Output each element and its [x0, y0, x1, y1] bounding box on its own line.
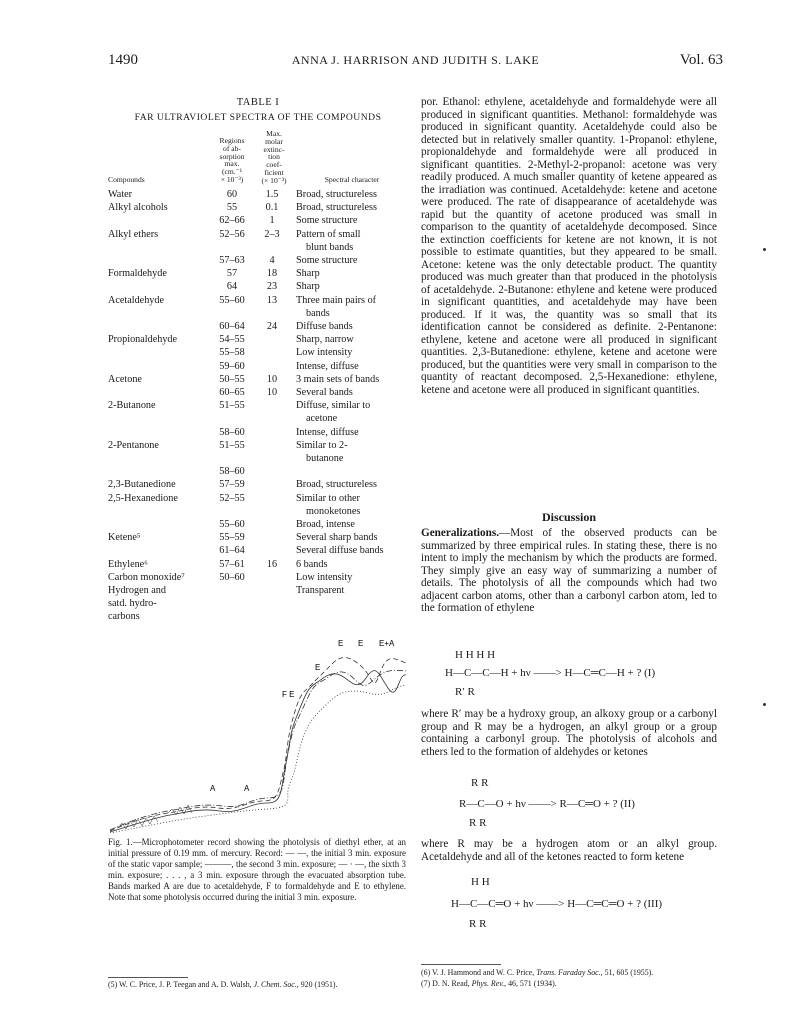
page-header	[108, 52, 723, 72]
cell-compound: 2,5-Hexanedione	[108, 492, 178, 504]
cell-spectral: Low intensity	[296, 347, 353, 359]
cell-region: 57	[226, 268, 238, 280]
table-row	[108, 426, 408, 439]
table-row	[108, 360, 408, 373]
cell-region: 52–56	[219, 228, 245, 240]
cell-spectral: Similar to other	[296, 492, 360, 504]
footnote-6-authors: (6) V. J. Hammond and W. C. Price,	[421, 968, 537, 977]
footnote-6-ref: , 51, 605 (1955).	[600, 968, 654, 977]
table-row	[108, 544, 408, 557]
table-title: FAR ULTRAVIOLET SPECTRA OF THE COMPOUNDS	[134, 112, 382, 123]
cell-spectral: Sharp	[296, 268, 320, 280]
footnote-7-ref: , 46, 571 (1934).	[504, 978, 557, 988]
cell-spectral: Sharp	[296, 281, 320, 293]
table-row	[108, 280, 408, 293]
eq1-bottom: R′ R	[455, 686, 475, 698]
table-row	[108, 478, 408, 491]
footnote-7-journal: Phys. Rev.	[471, 978, 505, 988]
cell-spectral: bands	[306, 307, 330, 319]
cell-extinction: 23	[266, 281, 278, 293]
table-row	[108, 386, 408, 399]
cell-extinction: 0.1	[265, 202, 279, 214]
cell-spectral: Similar to 2-	[296, 439, 348, 451]
cell-compound: carbons	[108, 611, 140, 623]
cell-spectral: Intense, diffuse	[296, 426, 359, 438]
fig-label-e2: E	[358, 639, 364, 648]
cell-compound: Acetone	[108, 373, 142, 385]
cell-compound: Carbon monoxide⁷	[108, 571, 185, 583]
eq1-top: H H H H	[455, 649, 496, 661]
table-row	[108, 333, 408, 346]
cell-region: 52–55	[219, 492, 245, 504]
paragraph-rule1: where R′ may be a hydroxy group, an alkoxy group or a carbonyl group and R may be a hydrogen, an alkyl group or a group containing a carbonyl group. The photolysis of alcohols and ethers led to the formation of aldehydes or ketones	[421, 708, 717, 758]
volume-number: Vol. 63	[679, 52, 723, 68]
cell-region: 62–66	[219, 215, 245, 227]
fig-label-ea: E+A	[379, 639, 395, 648]
table-row	[108, 452, 408, 465]
cell-region: 61–64	[219, 545, 245, 557]
cell-spectral: Sharp, narrow	[296, 334, 354, 346]
cell-region: 60–65	[219, 387, 245, 398]
col-header-compounds: Compounds	[108, 175, 145, 184]
cell-compound: Propionaldehyde	[108, 334, 178, 346]
footnote-5-ref: , 920 (1951).	[296, 980, 338, 989]
cell-spectral: 3 main sets of bands	[296, 373, 380, 385]
margin-mark	[763, 703, 766, 706]
table-row	[108, 558, 408, 571]
footnote-5-authors: (5) W. C. Price, J. P. Teegan and A. D. Walsh,	[108, 980, 254, 989]
eq1-main: H—C—C—H + hν ——> H—C═C—H + ? (I)	[445, 667, 656, 679]
trace-noise	[118, 805, 192, 829]
eq3-bottom: R R	[469, 918, 487, 930]
cell-compound: Water	[108, 189, 133, 200]
table-row	[108, 320, 408, 333]
cell-spectral: Broad, structureless	[296, 189, 377, 200]
cell-spectral: monoketones	[306, 505, 361, 517]
table-row	[108, 228, 408, 241]
trace-sixth	[110, 670, 406, 830]
cell-compound: satd. hydro-	[108, 598, 157, 610]
cell-region: 51–55	[219, 400, 245, 412]
table-row	[108, 465, 408, 478]
cell-region: 55–60	[219, 519, 245, 530]
cell-region: 51–55	[219, 439, 245, 451]
cell-compound: Ethylene⁶	[108, 558, 148, 570]
cell-extinction: 13	[266, 294, 278, 306]
figure-caption: Fig. 1.—Microphotometer record showing the photolysis of diethyl ether, at an initial pressure of 0.19 mm. of mercury. Record: — —, the initial 3 min. exposure of the static vapor sample; ———, the second 3 min. exposure; — · —, the sixth 3 min. exposure; . . . , a 3 min. exposure through the evacuated absorption tube. Bands marked A are due to acetaldehyde, F to formaldehyde and E to ethylene. Note that some photolysis occurred during the initial 3 min. exposure.	[108, 837, 406, 902]
footnote-7	[421, 979, 717, 990]
table-row	[108, 597, 408, 610]
fig-label-a2: A	[244, 784, 250, 793]
trace-evacuated	[110, 685, 406, 833]
cell-extinction: 4	[269, 255, 275, 266]
footnote-rule-right	[421, 964, 501, 965]
col-header-extinction: Max. molar extinc- tion coef- ficient (× 10⁻³)	[261, 129, 287, 185]
trace-initial	[110, 658, 406, 831]
cell-spectral: Broad, structureless	[296, 202, 377, 214]
cell-compound: 2,3-Butanedione	[108, 479, 176, 491]
trace-second	[110, 671, 406, 832]
table-row	[108, 531, 408, 544]
footnote-5	[108, 980, 406, 991]
eq2-top: R R	[471, 777, 489, 789]
eq3-main: H—C—C═O + hν ——> H—C═C═O + ? (III)	[451, 898, 663, 910]
cell-spectral: Several diffuse bands	[296, 545, 384, 557]
fig-label-a1: A	[210, 784, 216, 793]
equation-2	[421, 777, 717, 827]
table-row	[108, 307, 408, 320]
section-heading-discussion: Discussion	[541, 510, 597, 524]
cell-spectral: Intense, diffuse	[296, 360, 359, 372]
cell-spectral: Broad, structureless	[296, 479, 377, 491]
table-row	[108, 505, 408, 518]
cell-extinction: 24	[266, 321, 278, 332]
cell-spectral: Diffuse, similar to	[296, 400, 371, 412]
table-row	[108, 254, 408, 267]
cell-compound: Ketene⁵	[108, 532, 141, 544]
cell-extinction: 10	[266, 387, 278, 398]
table-row	[108, 399, 408, 412]
col-header-regions: Regions of ab- sorption max. (cm.⁻¹ × 10⁻³)	[219, 136, 245, 184]
cell-region: 64	[226, 281, 238, 293]
margin-mark	[763, 248, 766, 251]
table-row	[108, 492, 408, 505]
cell-region: 55	[226, 202, 238, 214]
cell-compound: Hydrogen and	[108, 585, 166, 596]
cell-region: 57–61	[219, 558, 245, 570]
cell-region: 59–60	[219, 360, 245, 372]
table-row	[108, 584, 408, 597]
page-number: 1490	[108, 52, 138, 68]
table-row	[108, 188, 408, 201]
footnotes-right	[421, 968, 717, 989]
cell-region: 50–55	[219, 373, 245, 385]
cell-region: 54–55	[219, 334, 245, 346]
table-label: TABLE I	[236, 97, 280, 108]
equation-1	[421, 649, 717, 699]
table-row	[108, 241, 408, 254]
footnote-rule-left	[108, 977, 188, 978]
table-row	[108, 214, 408, 227]
table-row	[108, 346, 408, 359]
footnote-6	[421, 968, 717, 979]
cell-extinction: 16	[266, 558, 278, 570]
cell-region: 58–60	[219, 426, 245, 438]
cell-compound: 2-Pentanone	[108, 439, 159, 451]
cell-extinction: 1	[269, 215, 275, 227]
eq2-main: R—C—O + hν ——> R—C═O + ? (II)	[459, 798, 635, 810]
cell-spectral: Several sharp bands	[296, 532, 378, 544]
cell-spectral: 6 bands	[296, 558, 328, 570]
cell-compound: Acetaldehyde	[108, 294, 165, 306]
cell-region: 55–60	[219, 294, 245, 306]
cell-extinction: 1.5	[265, 189, 279, 200]
cell-spectral: blunt bands	[306, 241, 354, 253]
eq2-bottom: R R	[469, 817, 487, 829]
fig-label-e1: E	[338, 639, 344, 648]
fig-label-e-left: E	[315, 663, 321, 672]
table-row	[108, 439, 408, 452]
cell-extinction: 10	[266, 373, 278, 385]
cell-spectral: Three main pairs of	[296, 294, 377, 306]
cell-region: 55–59	[219, 532, 245, 544]
cell-spectral: Broad, intense	[296, 519, 355, 530]
cell-region: 58–60	[219, 466, 245, 478]
cell-spectral: Transparent	[296, 585, 345, 596]
generalizations-body: —Most of the observed products can be summarized by three empirical rules. In stating these, there is no intent to imply the mechanism by which the products are formed. They simply give an easy way of summarizing a number of details. The photolysis of all the compounds which had two adjacent carbon atoms, other than a carbonyl carbon atom, led to the formation of ethylene	[421, 527, 717, 614]
cell-compound: Alkyl alcohols	[108, 202, 168, 214]
table-row	[108, 267, 408, 280]
table-row	[108, 610, 408, 623]
spectral-traces	[110, 658, 406, 833]
cell-region: 57–59	[219, 479, 245, 491]
cell-spectral: Some structure	[296, 215, 358, 227]
cell-region: 57–63	[219, 255, 245, 266]
running-head-authors: ANNA J. HARRISON AND JUDITH S. LAKE	[291, 53, 540, 67]
cell-spectral: butanone	[306, 453, 344, 464]
footnote-6-journal: Trans. Faraday Soc.	[536, 968, 601, 977]
table-row	[108, 571, 408, 584]
cell-region: 50–60	[219, 571, 245, 583]
table-row	[108, 294, 408, 307]
table-row	[108, 518, 408, 531]
cell-region: 60	[226, 189, 238, 200]
cell-region: 55–58	[219, 347, 245, 359]
table-row	[108, 373, 408, 386]
paragraph-rule2: where R may be a hydrogen atom or an alkyl group. Acetaldehyde and all of the ketones reacted to form ketene	[421, 838, 717, 863]
cell-region: 60–64	[219, 321, 245, 332]
cell-spectral: Diffuse bands	[296, 321, 353, 332]
eq3-top: H H	[471, 876, 490, 888]
cell-compound: Formaldehyde	[108, 268, 167, 280]
cell-spectral: Some structure	[296, 255, 358, 266]
paragraph-products: por. Ethanol: ethylene, acetaldehyde and formaldehyde were all produced in significant quantities. Methanol: formaldehyde was produced in significant quantity. Acetaldehyde could also be detected but in relatively smaller quantity. 1-Propanol: ethylene, propionaldehyde and formaldehyde were all produced in significant quantities. 2-Methyl-2-propanol: acetone was very readily produced. A much smaller quantity of ketene appeared as the irradiation was continued. Acetaldehyde: ketene and acetone were produced. The rate of disappearance of acetaldehyde was rapid but the quantity of acetone produced was small in comparison to the quantity of acetaldehyde decomposed. Since the extinction coefficients for ketene are not known, it is not possible to estimate quantities, but they appeared to be small. Acetone: ketene was the only detectable product. The quantity produced was much greater than that produced in the photolysis of acetaldehyde. 2-Butanone: ethylene and ketene were produced in significant quantities, and acetaldehyde may have been produced. If it was, the quantity was so small that its identification cannot be considered as definite. 2-Pentanone: ethylene, ketene and acetone were all produced in significant quantities. 2,3-Butanedione: ethylene, ketene and acetone were produced, but the quantities were very small in comparison to the quantity of reactant decomposed. 2,5-Hexanedione: ethylene, ketene and acetone were all produced in significant quantities.	[421, 96, 717, 396]
cell-extinction: 18	[266, 268, 278, 280]
equation-3	[421, 876, 717, 936]
cell-extinction: 2–3	[264, 228, 280, 240]
cell-compound: 2-Butanone	[108, 400, 156, 412]
table-row	[108, 201, 408, 214]
col-header-spectral: Spectral character	[324, 175, 380, 184]
generalizations-title: Generalizations.	[421, 527, 499, 539]
cell-compound: Alkyl ethers	[108, 228, 159, 240]
cell-spectral: Low intensity	[296, 571, 353, 583]
cell-spectral: Several bands	[296, 387, 353, 398]
paragraph-generalizations	[421, 527, 717, 615]
cell-spectral: acetone	[306, 413, 338, 425]
fig-label-fe: F E	[282, 690, 295, 699]
table-row	[108, 412, 408, 425]
footnote-5-journal: J. Chem. Soc.	[253, 980, 297, 989]
cell-spectral: Pattern of small	[296, 228, 361, 240]
microphotometer-figure	[108, 633, 406, 833]
footnote-7-authors: (7) D. N. Read,	[421, 978, 472, 988]
